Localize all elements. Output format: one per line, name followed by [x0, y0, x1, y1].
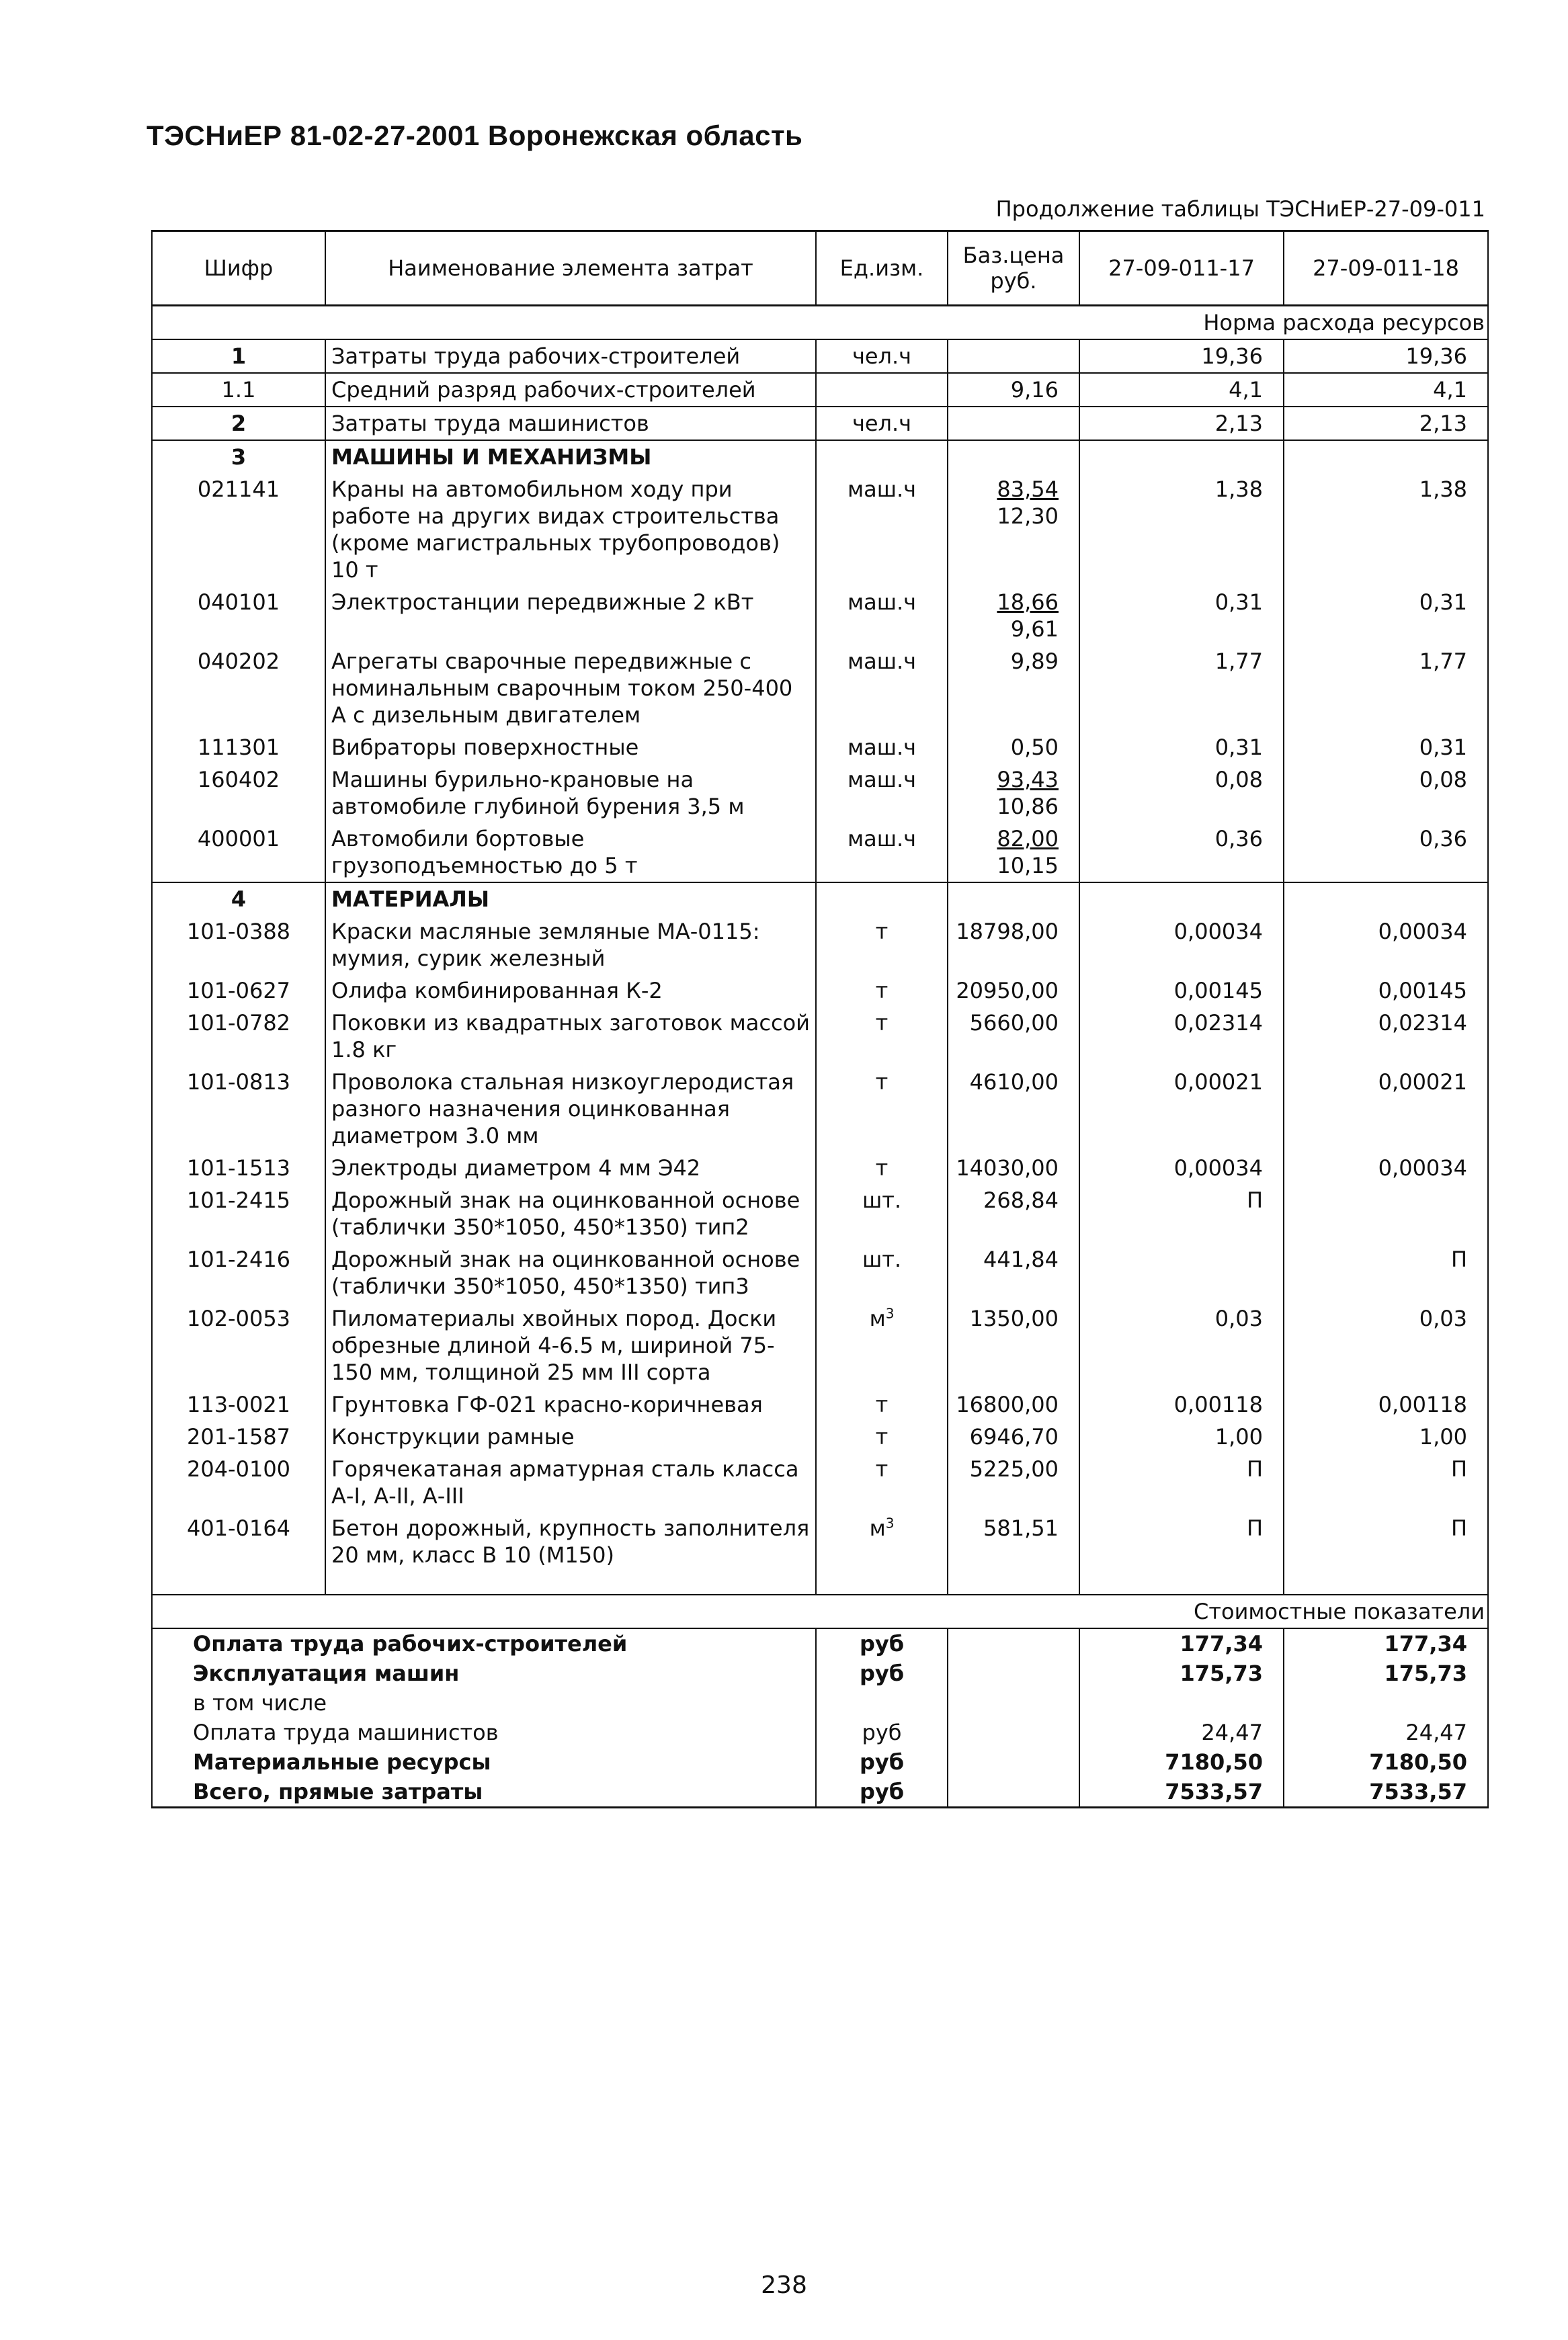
table-row — [152, 915, 1488, 974]
row-value-col2: 19,36 — [1284, 339, 1488, 373]
row-name: Автомобили бортовые грузоподъемностью до 5 т — [325, 823, 816, 882]
row-price-value: 4610,00 — [969, 1069, 1059, 1095]
continuation-caption: Продолжение таблицы ТЭСНиЕР-27-09-011 — [995, 196, 1485, 222]
row-unit-text: м — [869, 1306, 886, 1331]
row-value-col1: П — [1079, 1453, 1284, 1512]
row-price-value: 6946,70 — [969, 1424, 1059, 1450]
row-unit — [816, 1453, 948, 1512]
row-price-value: 5225,00 — [969, 1456, 1059, 1482]
row-unit — [816, 1421, 948, 1453]
row-price-value: 14030,00 — [956, 1155, 1059, 1181]
header-name: Наименование элемента затрат — [325, 231, 816, 306]
row-price — [948, 1007, 1079, 1066]
row-value-col1: 0,00118 — [1079, 1388, 1284, 1421]
row-value-col1: 0,00034 — [1079, 915, 1284, 974]
summary-blank — [948, 1718, 1079, 1747]
summary-value-col2 — [1284, 1688, 1488, 1718]
row-price — [948, 1453, 1079, 1512]
table-row — [152, 1388, 1488, 1421]
summary-unit: руб — [816, 1628, 948, 1659]
row-price — [948, 1512, 1079, 1571]
row-price-salary: 12,30 — [997, 503, 1059, 529]
row-unit-text: маш.ч — [847, 735, 917, 760]
row-value-col2: 0,31 — [1284, 731, 1488, 763]
row-value-col2: 0,36 — [1284, 823, 1488, 882]
row-name: Машины бурильно-крановые на автомобиле глубиной бурения 3,5 м — [325, 763, 816, 823]
table-row — [152, 473, 1488, 586]
row-price-value: 581,51 — [983, 1515, 1059, 1541]
summary-value-col2: 7533,57 — [1284, 1777, 1488, 1808]
row-price — [948, 882, 1079, 915]
row-price — [948, 1066, 1079, 1152]
row-price — [948, 1152, 1079, 1184]
row-unit — [816, 1152, 948, 1184]
row-value-col1: П — [1079, 1512, 1284, 1571]
row-value-col2: 0,03 — [1284, 1302, 1488, 1388]
row-unit-text: т — [875, 1010, 889, 1036]
row-code: 101-0388 — [152, 915, 325, 974]
row-unit — [816, 645, 948, 731]
row-unit — [816, 440, 948, 473]
row-code: 113-0021 — [152, 1388, 325, 1421]
summary-blank — [948, 1659, 1079, 1688]
table-row — [152, 586, 1488, 645]
row-price — [948, 586, 1079, 645]
table-row — [152, 974, 1488, 1007]
row-unit — [816, 731, 948, 763]
row-unit — [816, 974, 948, 1007]
row-code: 3 — [152, 440, 325, 473]
row-name: Проволока стальная низкоуглеродистая разного назначения оцинкованная диаметром 3.0 мм — [325, 1066, 816, 1152]
row-code: 101-2416 — [152, 1243, 325, 1302]
row-code: 4 — [152, 882, 325, 915]
table-row — [152, 1453, 1488, 1512]
row-value-col1 — [1079, 882, 1284, 915]
header-col2: 27-09-011-18 — [1284, 231, 1488, 306]
row-unit-text: т — [875, 1155, 889, 1181]
row-value-col2: 0,00034 — [1284, 1152, 1488, 1184]
row-code: 101-0782 — [152, 1007, 325, 1066]
summary-unit: руб — [816, 1777, 948, 1808]
table-row — [152, 1421, 1488, 1453]
table-row — [152, 882, 1488, 915]
row-price — [948, 974, 1079, 1007]
summary-value-col1: 177,34 — [1079, 1628, 1284, 1659]
row-unit — [816, 1243, 948, 1302]
spacer-cell — [948, 1571, 1079, 1595]
summary-blank — [948, 1628, 1079, 1659]
row-name: Краны на автомобильном ходу при работе на других видах строительства (кроме магистральных трубопроводов) 10 т — [325, 473, 816, 586]
row-value-col2 — [1284, 882, 1488, 915]
row-value-col1: 4,1 — [1079, 373, 1284, 407]
row-price-value: 16800,00 — [956, 1392, 1059, 1417]
row-unit-text: т — [875, 919, 889, 944]
row-price-value: 9,16 — [1010, 377, 1059, 403]
row-unit-text: чел.ч — [852, 343, 912, 369]
row-code: 111301 — [152, 731, 325, 763]
row-price — [948, 1421, 1079, 1453]
row-value-col1 — [1079, 440, 1284, 473]
row-value-col2 — [1284, 440, 1488, 473]
spacer-cell — [816, 1571, 948, 1595]
header-price: Баз.цена руб. — [948, 231, 1079, 306]
row-unit-text: чел.ч — [852, 411, 912, 436]
row-price-value: 0,50 — [1010, 735, 1059, 760]
summary-unit: руб — [816, 1718, 948, 1747]
row-code: 101-0813 — [152, 1066, 325, 1152]
row-unit — [816, 915, 948, 974]
row-price — [948, 823, 1079, 882]
summary-row — [152, 1777, 1488, 1808]
row-price — [948, 373, 1079, 407]
row-name: Конструкции рамные — [325, 1421, 816, 1453]
row-code: 040101 — [152, 586, 325, 645]
table-row — [152, 731, 1488, 763]
row-value-col2: П — [1284, 1243, 1488, 1302]
row-unit — [816, 1066, 948, 1152]
row-name: Электростанции передвижные 2 кВт — [325, 586, 816, 645]
row-unit-sup: 3 — [885, 1305, 895, 1322]
row-price-value: 82,00 — [997, 826, 1059, 851]
row-code: 040202 — [152, 645, 325, 731]
spacer-row — [152, 1571, 1488, 1595]
summary-row — [152, 1659, 1488, 1688]
row-unit — [816, 407, 948, 440]
row-value-col1: 1,38 — [1079, 473, 1284, 586]
row-unit — [816, 823, 948, 882]
row-name: Грунтовка ГФ-021 красно-коричневая — [325, 1388, 816, 1421]
row-name: Краски масляные земляные МА-0115: мумия, сурик железный — [325, 915, 816, 974]
summary-row — [152, 1747, 1488, 1777]
row-unit-text: шт. — [862, 1247, 902, 1272]
table-row — [152, 645, 1488, 731]
row-value-col1: 0,00021 — [1079, 1066, 1284, 1152]
row-value-col1 — [1079, 1243, 1284, 1302]
table-row — [152, 1512, 1488, 1571]
row-value-col1: 1,00 — [1079, 1421, 1284, 1453]
row-price-value: 5660,00 — [969, 1010, 1059, 1036]
row-price-salary: 10,15 — [997, 853, 1059, 878]
row-unit-text: шт. — [862, 1187, 902, 1213]
row-value-col2: П — [1284, 1512, 1488, 1571]
row-value-col1: 19,36 — [1079, 339, 1284, 373]
row-code: 401-0164 — [152, 1512, 325, 1571]
table-row — [152, 339, 1488, 373]
table-row — [152, 823, 1488, 882]
row-code: 101-1513 — [152, 1152, 325, 1184]
row-value-col1: П — [1079, 1184, 1284, 1243]
row-name: Пиломатериалы хвойных пород. Доски обрезные длиной 4-6.5 м, шириной 75-150 мм, толщиной 25 мм III сорта — [325, 1302, 816, 1388]
summary-value-col1: 7180,50 — [1079, 1747, 1284, 1777]
row-unit — [816, 1007, 948, 1066]
row-value-col2: 1,77 — [1284, 645, 1488, 731]
row-name: Затраты труда рабочих-строителей — [325, 339, 816, 373]
row-value-col2: 1,00 — [1284, 1421, 1488, 1453]
summary-label: Материальные ресурсы — [152, 1747, 816, 1777]
spacer-cell — [1284, 1571, 1488, 1595]
summary-value-col1: 175,73 — [1079, 1659, 1284, 1688]
row-unit-text: т — [875, 978, 889, 1003]
row-unit-sup: 3 — [885, 1515, 895, 1532]
row-price-value: 18,66 — [997, 589, 1059, 615]
row-name: Электроды диаметром 4 мм Э42 — [325, 1152, 816, 1184]
row-value-col2: 0,08 — [1284, 763, 1488, 823]
row-code: 1.1 — [152, 373, 325, 407]
row-name: Средний разряд рабочих-строителей — [325, 373, 816, 407]
spacer-cell — [152, 1571, 325, 1595]
row-name: МАШИНЫ И МЕХАНИЗМЫ — [325, 440, 816, 473]
row-price-value: 93,43 — [997, 767, 1059, 792]
row-value-col2: 1,38 — [1284, 473, 1488, 586]
row-unit-text: маш.ч — [847, 476, 917, 502]
table-row — [152, 1302, 1488, 1388]
row-value-col2: 0,00021 — [1284, 1066, 1488, 1152]
row-price-value: 9,89 — [1010, 649, 1059, 674]
row-value-col2: 4,1 — [1284, 373, 1488, 407]
row-price — [948, 440, 1079, 473]
summary-row — [152, 1718, 1488, 1747]
row-value-col2: 2,13 — [1284, 407, 1488, 440]
row-value-col1: 0,31 — [1079, 586, 1284, 645]
row-unit — [816, 1184, 948, 1243]
row-price — [948, 1302, 1079, 1388]
row-price-salary: 10,86 — [997, 794, 1059, 819]
row-code: 1 — [152, 339, 325, 373]
row-value-col1: 2,13 — [1079, 407, 1284, 440]
row-price-value: 18798,00 — [956, 919, 1059, 944]
row-unit-text: маш.ч — [847, 826, 917, 851]
row-value-col2: 0,00118 — [1284, 1388, 1488, 1421]
row-value-col1: 0,36 — [1079, 823, 1284, 882]
norm-label: Норма расхода ресурсов — [152, 306, 1488, 340]
document-title: ТЭСНиЕР 81-02-27-2001 Воронежская область — [147, 120, 803, 151]
row-value-col1: 0,00034 — [1079, 1152, 1284, 1184]
row-unit — [816, 1388, 948, 1421]
table-header-row — [152, 231, 1488, 306]
table-row — [152, 1184, 1488, 1243]
row-value-col2: П — [1284, 1453, 1488, 1512]
summary-label: Эксплуатация машин — [152, 1659, 816, 1688]
summary-value-col1: 7533,57 — [1079, 1777, 1284, 1808]
row-unit-text: т — [875, 1424, 889, 1450]
cost-label-row — [152, 1595, 1488, 1628]
row-price — [948, 339, 1079, 373]
row-name: Поковки из квадратных заготовок массой 1.8 кг — [325, 1007, 816, 1066]
header-unit: Ед.изм. — [816, 231, 948, 306]
row-unit — [816, 586, 948, 645]
row-name: Бетон дорожный, крупность заполнителя 20 мм, класс В 10 (М150) — [325, 1512, 816, 1571]
row-name: Дорожный знак на оцинкованной основе (таблички 350*1050, 450*1350) тип2 — [325, 1184, 816, 1243]
row-unit-text: т — [875, 1392, 889, 1417]
summary-label: в том числе — [152, 1688, 816, 1718]
cost-label: Стоимостные показатели — [152, 1595, 1488, 1628]
row-price-value: 441,84 — [983, 1247, 1059, 1272]
row-value-col2: 0,00145 — [1284, 974, 1488, 1007]
row-value-col1: 0,08 — [1079, 763, 1284, 823]
row-price-value: 1350,00 — [969, 1306, 1059, 1331]
row-unit-text: т — [875, 1069, 889, 1095]
row-value-col2 — [1284, 1184, 1488, 1243]
table-row — [152, 1007, 1488, 1066]
summary-blank — [948, 1747, 1079, 1777]
summary-unit: руб — [816, 1747, 948, 1777]
row-price — [948, 1243, 1079, 1302]
row-code: 201-1587 — [152, 1421, 325, 1453]
row-price — [948, 1388, 1079, 1421]
table-row — [152, 1152, 1488, 1184]
row-value-col2: 0,31 — [1284, 586, 1488, 645]
row-code: 400001 — [152, 823, 325, 882]
row-code: 101-0627 — [152, 974, 325, 1007]
spacer-cell — [325, 1571, 816, 1595]
row-unit — [816, 473, 948, 586]
summary-value-col1: 24,47 — [1079, 1718, 1284, 1747]
row-name: Олифа комбинированная К-2 — [325, 974, 816, 1007]
row-code: 204-0100 — [152, 1453, 325, 1512]
row-unit-text: маш.ч — [847, 589, 917, 615]
summary-blank — [948, 1688, 1079, 1718]
spacer-cell — [1079, 1571, 1284, 1595]
header-col1: 27-09-011-17 — [1079, 231, 1284, 306]
table-row — [152, 373, 1488, 407]
row-unit — [816, 1512, 948, 1571]
row-unit-text: т — [875, 1456, 889, 1482]
row-code: 101-2415 — [152, 1184, 325, 1243]
row-unit-text: маш.ч — [847, 767, 917, 792]
header-code: Шифр — [152, 231, 325, 306]
row-name: Дорожный знак на оцинкованной основе (таблички 350*1050, 450*1350) тип3 — [325, 1243, 816, 1302]
row-price — [948, 473, 1079, 586]
row-unit — [816, 339, 948, 373]
row-price — [948, 731, 1079, 763]
row-name: Вибраторы поверхностные — [325, 731, 816, 763]
table-row — [152, 763, 1488, 823]
row-name: Затраты труда машинистов — [325, 407, 816, 440]
row-price-value: 268,84 — [983, 1187, 1059, 1213]
row-value-col1: 0,31 — [1079, 731, 1284, 763]
row-name: Горячекатаная арматурная сталь класса А-I, А-II, А-III — [325, 1453, 816, 1512]
row-price-value: 20950,00 — [956, 978, 1059, 1003]
table-row — [152, 1243, 1488, 1302]
summary-value-col2: 177,34 — [1284, 1628, 1488, 1659]
row-price — [948, 1184, 1079, 1243]
norm-label-row — [152, 306, 1488, 340]
summary-label: Всего, прямые затраты — [152, 1777, 816, 1808]
row-price-salary: 9,61 — [1010, 616, 1059, 642]
row-value-col2: 0,00034 — [1284, 915, 1488, 974]
summary-value-col1 — [1079, 1688, 1284, 1718]
row-unit — [816, 763, 948, 823]
row-unit-text: м — [869, 1515, 886, 1541]
row-unit-text: маш.ч — [847, 649, 917, 674]
row-code: 160402 — [152, 763, 325, 823]
summary-blank — [948, 1777, 1079, 1808]
row-code: 021141 — [152, 473, 325, 586]
row-unit — [816, 373, 948, 407]
table-row — [152, 407, 1488, 440]
row-price — [948, 645, 1079, 731]
row-price — [948, 915, 1079, 974]
summary-value-col2: 175,73 — [1284, 1659, 1488, 1688]
summary-row — [152, 1628, 1488, 1659]
row-unit — [816, 1302, 948, 1388]
table-row — [152, 1066, 1488, 1152]
summary-value-col2: 24,47 — [1284, 1718, 1488, 1747]
page-number: 238 — [761, 2271, 807, 2299]
summary-value-col2: 7180,50 — [1284, 1747, 1488, 1777]
resource-table — [151, 230, 1489, 1808]
summary-row — [152, 1688, 1488, 1718]
row-price — [948, 407, 1079, 440]
row-value-col1: 0,02314 — [1079, 1007, 1284, 1066]
row-code: 102-0053 — [152, 1302, 325, 1388]
row-value-col1: 1,77 — [1079, 645, 1284, 731]
summary-unit: руб — [816, 1659, 948, 1688]
row-name: Агрегаты сварочные передвижные с номинальным сварочным током 250-400 А с дизельным двигателем — [325, 645, 816, 731]
row-value-col1: 0,03 — [1079, 1302, 1284, 1388]
row-unit — [816, 882, 948, 915]
summary-unit — [816, 1688, 948, 1718]
summary-label: Оплата труда рабочих-строителей — [152, 1628, 816, 1659]
table-row — [152, 440, 1488, 473]
row-price-value: 83,54 — [997, 476, 1059, 502]
row-value-col1: 0,00145 — [1079, 974, 1284, 1007]
summary-label: Оплата труда машинистов — [152, 1718, 816, 1747]
row-price — [948, 763, 1079, 823]
row-code: 2 — [152, 407, 325, 440]
row-name: МАТЕРИАЛЫ — [325, 882, 816, 915]
row-value-col2: 0,02314 — [1284, 1007, 1488, 1066]
